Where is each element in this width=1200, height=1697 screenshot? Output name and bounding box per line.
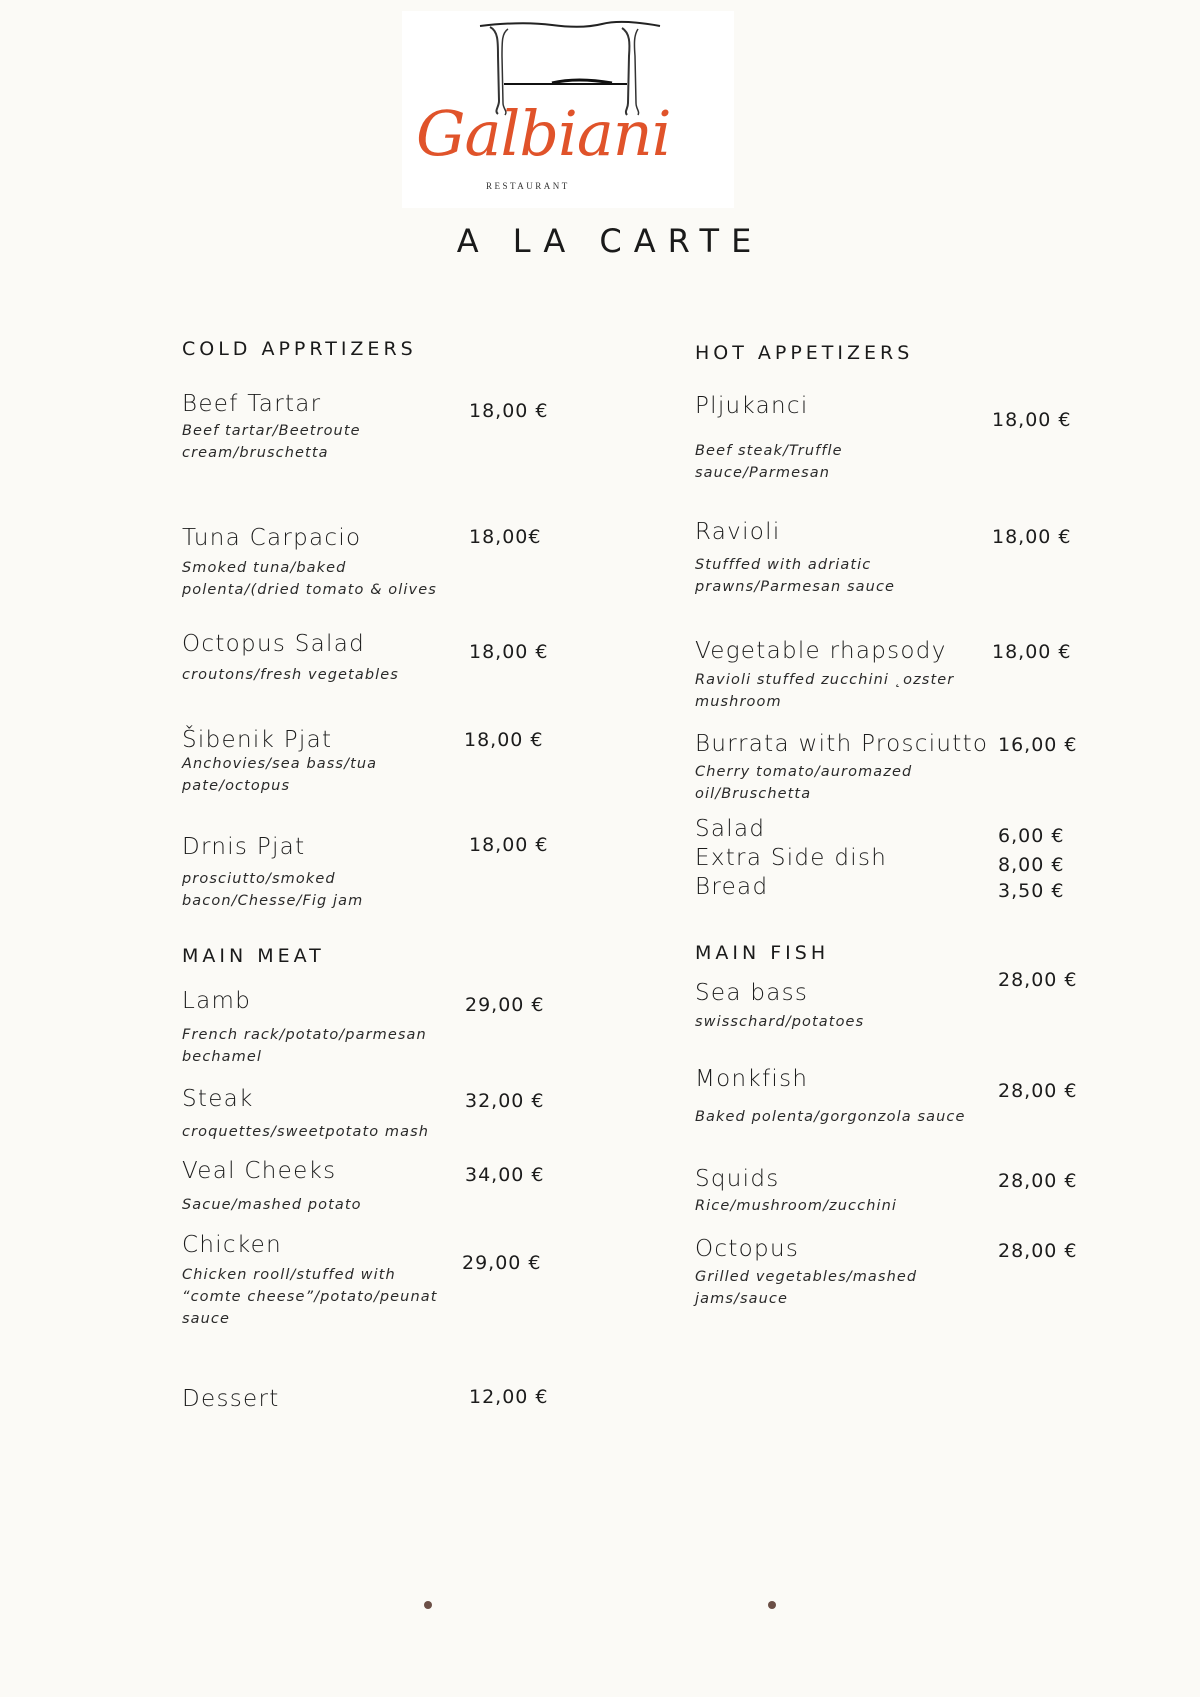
menu-item-price: 29,00 €	[462, 1252, 542, 1274]
logo-wordmark: Galbiani	[416, 97, 671, 170]
menu-item-description: swisschard/potatoes	[695, 1014, 865, 1030]
menu-item-description: Beef steak/Truffle sauce/Parmesan	[695, 443, 843, 481]
menu-item-name: Monkfish	[695, 1066, 809, 1092]
menu-item-name: Burrata with Prosciutto	[695, 731, 989, 757]
menu-item-description: Sacue/mashed potato	[182, 1197, 362, 1213]
menu-item-description: Ravioli stuffed zucchini ˛ozster mushroom	[695, 672, 955, 710]
decorative-dot	[768, 1601, 776, 1609]
menu-item-price: 18,00 €	[469, 641, 549, 663]
menu-item-price: 28,00 €	[998, 1080, 1078, 1102]
menu-item-price: 18,00 €	[992, 641, 1072, 663]
menu-item-name: Drnis Pjat	[182, 834, 306, 860]
menu-item-name: Chicken	[182, 1232, 282, 1258]
menu-item-price: 12,00 €	[469, 1386, 549, 1408]
restaurant-logo	[402, 11, 734, 208]
menu-item-description: French rack/potato/parmesan bechamel	[182, 1027, 427, 1065]
menu-item-description: Beef tartar/Beetroute cream/bruschetta	[182, 423, 361, 461]
menu-item-name: Beef Tartar	[182, 391, 322, 417]
menu-item-name: Octopus	[695, 1236, 800, 1262]
menu-item-name: Squids	[695, 1166, 780, 1192]
menu-item-description: croutons/fresh vegetables	[182, 667, 399, 683]
menu-item-name: Šibenik Pjat	[182, 727, 333, 753]
menu-item-name: Tuna Carpacio	[182, 525, 362, 551]
extra-item-name: Salad	[695, 816, 766, 842]
menu-item-name: Veal Cheeks	[182, 1158, 337, 1184]
menu-item-price: 18,00 €	[464, 729, 544, 751]
extra-item-price: 6,00 €	[998, 825, 1065, 847]
menu-item-description: Stufffed with adriatic prawns/Parmesan sauce	[695, 557, 896, 595]
menu-item-price: 18,00 €	[469, 834, 549, 856]
extra-item-price: 8,00 €	[998, 854, 1065, 876]
menu-item-price: 18,00 €	[469, 400, 549, 422]
extra-item-name: Extra Side dish	[695, 845, 888, 871]
menu-item-description: Smoked tuna/baked polenta/(dried tomato & olives	[182, 560, 437, 598]
menu-item-price: 32,00 €	[465, 1090, 545, 1112]
section-heading-cold-appetizers: COLD APPRTIZERS	[182, 338, 417, 360]
menu-item-price: 28,00 €	[998, 969, 1078, 991]
section-heading-hot-appetizers: HOT APPETIZERS	[695, 342, 914, 364]
menu-item-description: Rice/mushroom/zucchini	[695, 1198, 898, 1214]
menu-item-description: prosciutto/smoked bacon/Chesse/Fig jam	[182, 871, 364, 909]
section-heading-main-fish: MAIN FISH	[695, 942, 830, 964]
menu-item-price: 18,00 €	[992, 409, 1072, 431]
menu-item-name: Ravioli	[695, 519, 781, 545]
menu-item-name: Octopus Salad	[182, 631, 365, 657]
menu-item-description: Grilled vegetables/mashed jams/sauce	[695, 1269, 918, 1307]
menu-item-description: Anchovies/sea bass/tua pate/octopus	[182, 756, 378, 794]
menu-item-description: Chicken rooll/stuffed with “comte cheese”/potato/peunat sauce	[182, 1267, 438, 1327]
menu-item-name: Sea bass	[695, 980, 809, 1006]
extra-item-price: 3,50 €	[998, 880, 1065, 902]
section-heading-main-meat: MAIN MEAT	[182, 945, 325, 967]
menu-item-price: 34,00 €	[465, 1164, 545, 1186]
menu-item-name: Steak	[182, 1086, 254, 1112]
decorative-dot	[424, 1601, 432, 1609]
menu-item-description: Baked polenta/gorgonzola sauce	[695, 1109, 966, 1125]
extra-item-name: Bread	[695, 874, 769, 900]
menu-item-name: Pljukanci	[695, 393, 809, 419]
logo-subtitle: RESTAURANT	[486, 181, 570, 191]
menu-item-description: croquettes/sweetpotato mash	[182, 1124, 430, 1140]
menu-item-price: 28,00 €	[998, 1240, 1078, 1262]
menu-item-price: 16,00 €	[998, 734, 1078, 756]
menu-item-price: 29,00 €	[465, 994, 545, 1016]
menu-item-price: 28,00 €	[998, 1170, 1078, 1192]
menu-item-name: Lamb	[182, 988, 252, 1014]
menu-item-name: Vegetable rhapsody	[695, 638, 947, 664]
menu-item-description: Cherry tomato/auromazed oil/Bruschetta	[695, 764, 913, 802]
menu-item-price: 18,00€	[469, 526, 542, 548]
menu-item-price: 18,00 €	[992, 526, 1072, 548]
page-title: A LA CARTE	[456, 222, 764, 260]
menu-item-name: Dessert	[182, 1386, 280, 1412]
